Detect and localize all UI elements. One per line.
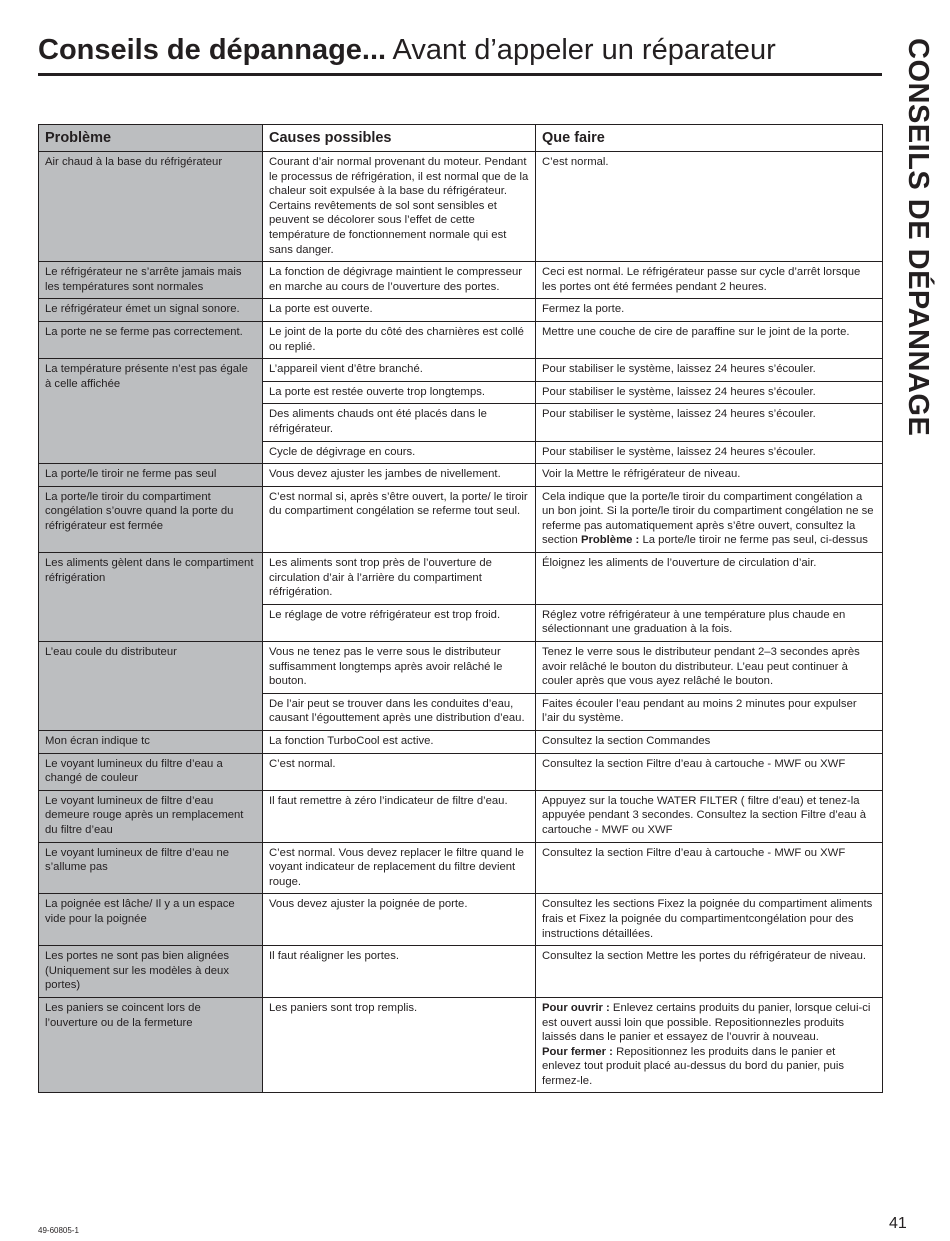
cause-cell: Courant d’air normal provenant du moteur. Pendant le processus de réfrigération, il est normal que de la chaleur soit expulsée à la base du réfrigérateur. Certains revêtements de sol sont sensibles et peuvent se décolorer sous l’effet de cette température de fonctionnement normale qui est sans danger. [263, 152, 536, 262]
problem-cell: Les portes ne sont pas bien alignées (Uniquement sur les modèles à deux portes) [39, 946, 263, 998]
problem-cell: La porte ne se ferme pas correctement. [39, 321, 263, 358]
table-row [39, 842, 883, 894]
cause-cell: Des aliments chauds ont été placés dans le réfrigérateur. [263, 404, 536, 441]
table-row [39, 321, 883, 358]
cause-cell: Vous devez ajuster la poignée de porte. [263, 894, 536, 946]
action-cell: Fermez la porte. [536, 299, 883, 322]
action-cell [536, 486, 883, 552]
cause-cell: De l’air peut se trouver dans les conduites d’eau, causant l’égouttement après une distribution d’eau. [263, 693, 536, 730]
problem-cell: Le voyant lumineux de filtre d’eau ne s’allume pas [39, 842, 263, 894]
action-cell: Consultez la section Commandes [536, 731, 883, 754]
table-row [39, 642, 883, 694]
cause-cell: La fonction de dégivrage maintient le compresseur en marche au cours de l’ouverture des portes. [263, 262, 536, 299]
action-label-fermer: Pour fermer : [542, 1045, 613, 1058]
table-row [39, 464, 883, 487]
action-cell: C’est normal. [536, 152, 883, 262]
cause-cell: Les aliments sont trop près de l’ouverture de circulation d’air à l’arrière du compartiment réfrigération. [263, 553, 536, 605]
cause-cell: C’est normal. Vous devez replacer le filtre quand le voyant indicateur de replacement du filtre devient rouge. [263, 842, 536, 894]
problem-cell: Mon écran indique tc [39, 731, 263, 754]
table-row [39, 753, 883, 790]
table-row [39, 790, 883, 842]
table-row [39, 894, 883, 946]
table-row [39, 486, 883, 552]
problem-cell: La porte/le tiroir ne ferme pas seul [39, 464, 263, 487]
cause-cell: Vous ne tenez pas le verre sous le distributeur suffisamment longtemps après avoir relâché le bouton. [263, 642, 536, 694]
table-row [39, 262, 883, 299]
troubleshooting-table [38, 124, 883, 1093]
title-rule [38, 73, 882, 76]
page-number: 41 [889, 1215, 907, 1232]
action-cell: Consultez la section Mettre les portes du réfrigérateur de niveau. [536, 946, 883, 998]
cause-cell: Le joint de la porte du côté des charnières est collé ou replié. [263, 321, 536, 358]
table-row [39, 731, 883, 754]
cause-cell: Vous devez ajuster les jambes de nivellement. [263, 464, 536, 487]
action-text: Cela indique que la porte/le tiroir du compartiment congélation a un bon joint. Si la porte/le tiroir du compartiment congélation ne se referme pas automatiquement après s’être ouvert, consultez la section [542, 490, 874, 547]
action-label-ouvrir: Pour ouvrir : [542, 1001, 610, 1014]
cause-cell: Il faut remettre à zéro l’indicateur de filtre d’eau. [263, 790, 536, 842]
problem-cell: Le voyant lumineux du filtre d’eau a changé de couleur [39, 753, 263, 790]
problem-cell: La porte/le tiroir du compartiment congélation s’ouvre quand la porte du réfrigérateur est fermée [39, 486, 263, 552]
cause-cell: La porte est ouverte. [263, 299, 536, 322]
problem-cell: Le réfrigérateur ne s’arrête jamais mais les températures sont normales [39, 262, 263, 299]
cause-cell: L’appareil vient d’être branché. [263, 359, 536, 382]
table-row [39, 997, 883, 1093]
header-causes: Causes possibles [263, 125, 536, 152]
action-cell: Tenez le verre sous le distributeur pendant 2–3 secondes après avoir relâché le bouton du distributeur. L’eau peut continuer à couler après que vous ayez relâché le bouton. [536, 642, 883, 694]
cause-cell: Le réglage de votre réfrigérateur est trop froid. [263, 604, 536, 641]
problem-cell: Les aliments gèlent dans le compartiment réfrigération [39, 553, 263, 642]
action-cell: Consultez la section Filtre d’eau à cartouche - MWF ou XWF [536, 753, 883, 790]
problem-cell: Le voyant lumineux de filtre d’eau demeure rouge après un remplacement du filtre d’eau [39, 790, 263, 842]
action-cell: Pour stabiliser le système, laissez 24 heures s’écouler. [536, 404, 883, 441]
action-cell: Appuyez sur la touche WATER FILTER ( filtre d’eau) et tenez-la appuyée pendant 3 secondes. Consultez la section Filtre d’eau à cartouche - MWF ou XWF [536, 790, 883, 842]
action-cell: Pour stabiliser le système, laissez 24 heures s’écouler. [536, 441, 883, 464]
table-row [39, 299, 883, 322]
action-cell [536, 997, 883, 1093]
action-text-tail: La porte/le tiroir ne ferme pas seul, ci-dessus [639, 534, 868, 547]
action-cell: Réglez votre réfrigérateur à une température plus chaude en sélectionnant une graduation à la fois. [536, 604, 883, 641]
cause-cell: Cycle de dégivrage en cours. [263, 441, 536, 464]
side-section-label: CONSEILS DE DÉPANNAGE [902, 38, 934, 437]
problem-cell: Air chaud à la base du réfrigérateur [39, 152, 263, 262]
table-row [39, 553, 883, 605]
action-cell: Mettre une couche de cire de paraffine sur le joint de la porte. [536, 321, 883, 358]
action-cell: Pour stabiliser le système, laissez 24 heures s’écouler. [536, 359, 883, 382]
cause-cell: La porte est restée ouverte trop longtemps. [263, 381, 536, 404]
problem-cell: L’eau coule du distributeur [39, 642, 263, 731]
cause-cell: Il faut réaligner les portes. [263, 946, 536, 998]
cause-cell: C’est normal. [263, 753, 536, 790]
action-cell: Faites écouler l’eau pendant au moins 2 minutes pour expulser l’air du système. [536, 693, 883, 730]
action-cell: Pour stabiliser le système, laissez 24 heures s’écouler. [536, 381, 883, 404]
page-title-rest: Avant d’appeler un réparateur [386, 34, 776, 66]
problem-cell: La température présente n’est pas égale à celle affichée [39, 359, 263, 464]
action-cell: Consultez les sections Fixez la poignée du compartiment aliments frais et Fixez la poignée du compartimentcongélation pour des instructions détaillées. [536, 894, 883, 946]
cause-cell: Les paniers sont trop remplis. [263, 997, 536, 1093]
problem-cell: Les paniers se coincent lors de l’ouverture ou de la fermeture [39, 997, 263, 1093]
cause-cell: La fonction TurboCool est active. [263, 731, 536, 754]
header-que-faire: Que faire [536, 125, 883, 152]
problem-cell: La poignée est lâche/ Il y a un espace vide pour la poignée [39, 894, 263, 946]
table-row [39, 946, 883, 998]
document-code: 49-60805-1 [38, 1226, 79, 1235]
table-row [39, 359, 883, 382]
action-cell: Éloignez les aliments de l’ouverture de circulation d’air. [536, 553, 883, 605]
cause-cell: C’est normal si, après s’être ouvert, la porte/ le tiroir du compartiment congélation se referme tout seul. [263, 486, 536, 552]
page-title-bold: Conseils de dépannage... [38, 34, 387, 66]
action-cell: Consultez la section Filtre d’eau à cartouche - MWF ou XWF [536, 842, 883, 894]
problem-cell: Le réfrigérateur émet un signal sonore. [39, 299, 263, 322]
table-row [39, 152, 883, 262]
action-bold-ref: Problème : [580, 534, 640, 547]
action-cell: Voir la Mettre le réfrigérateur de niveau. [536, 464, 883, 487]
header-probleme: Problème [39, 125, 263, 152]
table-header-row [39, 125, 883, 152]
action-cell: Ceci est normal. Le réfrigérateur passe sur cycle d’arrêt lorsque les portes ont été fermées pendant 2 heures. [536, 262, 883, 299]
action-text-ouvrir: Enlevez certains produits du panier, lorsque celui-ci est ouvert aussi loin que possible. Repositionnezles produits laissés dans le panier et essayez de l’ouvrir à nouveau. [542, 1001, 871, 1044]
page-title [38, 33, 776, 67]
action-text-fermer: Repositionnez les produits dans le panier et enlevez tout produit placé au-dessus du bord du panier, puis fermez-le. [542, 1045, 845, 1087]
